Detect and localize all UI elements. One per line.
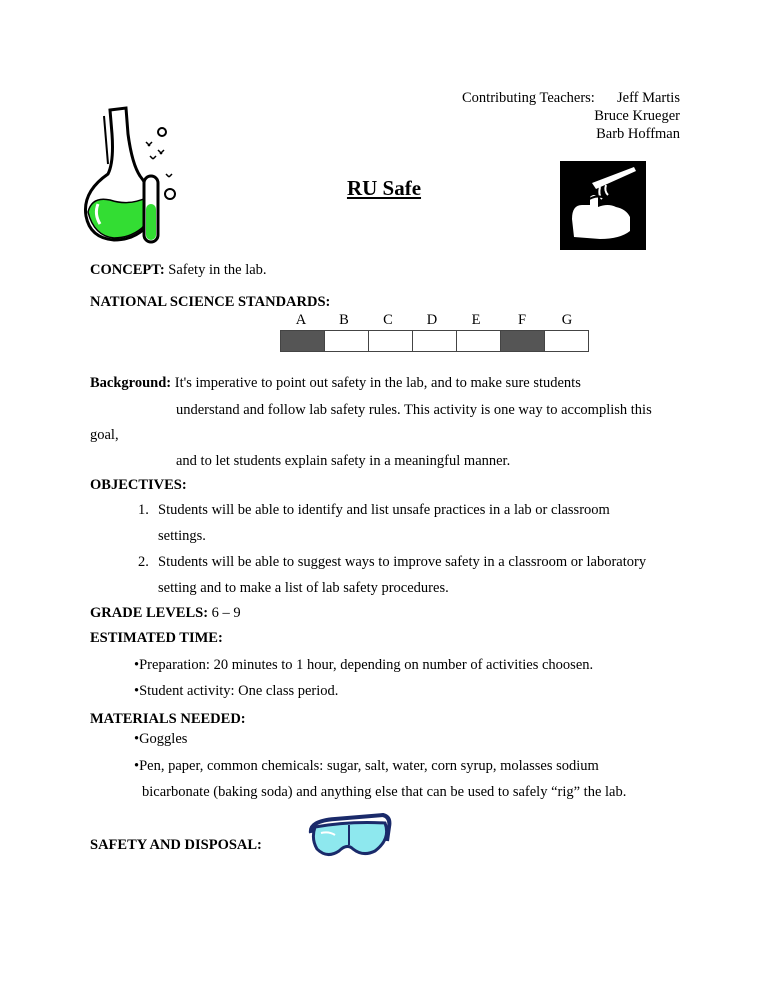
standard-letter: F: [517, 312, 527, 328]
time-item-text: Preparation: 20 minutes to 1 hour, depending on number of activities choosen.: [139, 657, 594, 673]
bullet: •: [134, 758, 140, 774]
background-line-3: goal,: [90, 427, 119, 443]
grade-levels-value: 6 – 9: [211, 605, 241, 621]
contributing-label: Contributing Teachers:: [462, 90, 595, 106]
materials-item-text: Goggles: [139, 731, 188, 747]
standard-cell: [413, 331, 457, 352]
standard-letter: C: [383, 312, 393, 328]
standards-label: NATIONAL SCIENCE STANDARDS:: [90, 294, 331, 310]
estimated-time-label: ESTIMATED TIME:: [90, 630, 223, 646]
objective-text: Students will be able to suggest ways to improve safety in a classroom or laboratory: [158, 554, 647, 570]
background-line-1: [90, 375, 581, 392]
materials-continuation: bicarbonate (baking soda) and anything else that can be used to safely “rig” the lab.: [142, 784, 627, 800]
background-text: It's imperative to point out safety in the lab, and to make sure students: [174, 375, 581, 391]
objectives-label: OBJECTIVES:: [90, 477, 187, 493]
standard-letter: D: [426, 312, 438, 328]
corrosive-hazard-icon: [560, 161, 646, 250]
safety-disposal-label: SAFETY AND DISPOSAL:: [90, 837, 262, 853]
bullet: •: [134, 683, 140, 699]
background-line-4: and to let students explain safety in a meaningful manner.: [176, 453, 511, 469]
bullet: •: [134, 731, 140, 747]
concept-row: [90, 262, 267, 279]
time-item-text: Student activity: One class period.: [139, 683, 339, 699]
objective-text: setting and to make a list of lab safety procedures.: [158, 580, 449, 596]
standard-letter: G: [561, 312, 573, 328]
standard-cell: [325, 331, 369, 352]
objective-text: Students will be able to identify and list unsafe practices in a lab or classroom: [158, 502, 610, 518]
teacher-name-1: Jeff Martis: [617, 90, 680, 106]
concept-label: CONCEPT:: [90, 262, 165, 278]
teacher-name-3: Barb Hoffman: [596, 126, 680, 142]
standard-letter: A: [295, 312, 307, 328]
materials-item: [134, 758, 599, 775]
standard-cell: [457, 331, 501, 352]
standard-cell: [501, 331, 545, 352]
standards-table: [280, 330, 589, 352]
standard-cell: [545, 331, 589, 352]
grade-levels-label: GRADE LEVELS:: [90, 605, 209, 621]
standard-cell: [281, 331, 325, 352]
materials-item-text: Pen, paper, common chemicals: sugar, salt, water, corn syrup, molasses sodium: [139, 758, 599, 774]
concept-text: Safety in the lab.: [168, 262, 267, 278]
bullet: •: [134, 657, 140, 673]
standard-letter: E: [471, 312, 481, 328]
grade-levels-row: [90, 605, 241, 622]
contributing-teachers: [462, 90, 680, 107]
objective-text: settings.: [158, 528, 206, 544]
goggles-icon: [305, 809, 393, 863]
objective-number: 1.: [138, 502, 149, 518]
materials-label: MATERIALS NEEDED:: [90, 711, 246, 727]
background-line-2: understand and follow lab safety rules. This activity is one way to accomplish this: [176, 402, 652, 418]
teacher-name-2: Bruce Krueger: [594, 108, 680, 124]
standard-cell: [369, 331, 413, 352]
background-label: Background:: [90, 375, 172, 391]
standard-letter: B: [339, 312, 349, 328]
materials-item: [134, 731, 187, 748]
document-title: RU Safe: [346, 176, 422, 200]
time-item: [134, 657, 593, 674]
objective-number: 2.: [138, 554, 149, 570]
time-item: [134, 683, 338, 700]
